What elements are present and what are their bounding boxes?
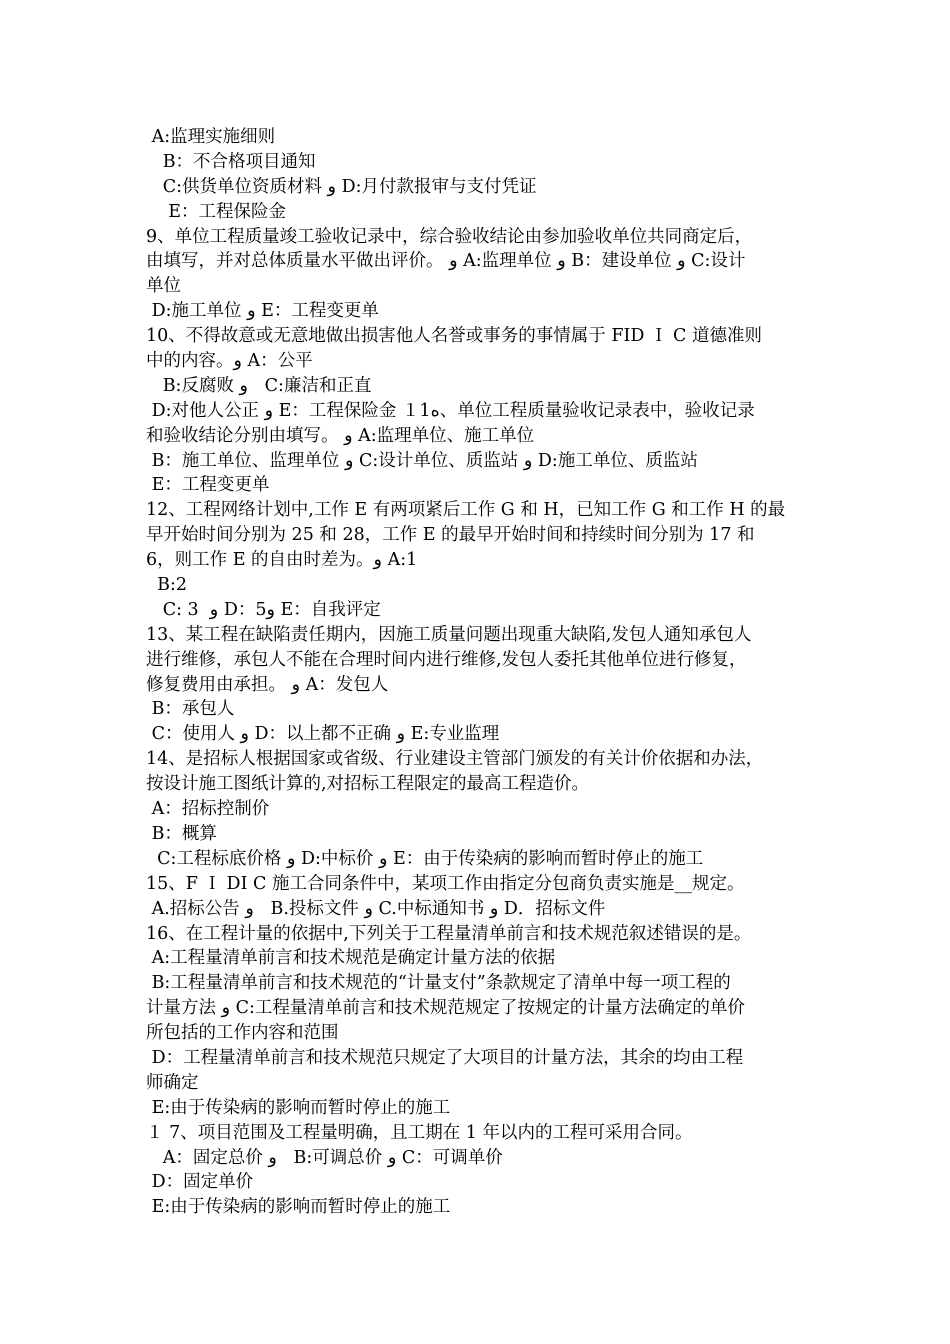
text-line: B：不合格项目通知 bbox=[146, 151, 316, 172]
text-line: D：固定单价 bbox=[146, 1172, 254, 1193]
text-line: A:监理实施细则 bbox=[146, 127, 276, 147]
text-line: A:工程量清单前言和技术规范是确定计量方法的依据 bbox=[146, 948, 556, 969]
text-line: 按设计施工图纸计算的,对招标工程限定的最高工程造价。 bbox=[146, 774, 590, 795]
text-line: 修复费用由承担。 و A：发包人 bbox=[146, 674, 389, 695]
question-13-line: 13、某工程在缺陷责任期内，因施工质量问题出现重大缺陷,发包人通知承包人 bbox=[146, 624, 752, 645]
text-line: C：使用人 و D：以上都不正确 و E:专业监理 bbox=[146, 724, 500, 745]
text-line: B:2 bbox=[146, 575, 188, 596]
text-line: B：施工单位、监理单位 و C:设计单位、质监站 و D:施工单位、质监站 bbox=[146, 450, 698, 471]
text-line: B:反腐败 و C:廉洁和正直 bbox=[146, 375, 372, 396]
text-line: A：招标控制价 bbox=[146, 799, 270, 820]
text-line: 6，则工作 E 的自由时差为。و A:1 bbox=[146, 550, 418, 571]
text-line: E:由于传染病的影响而暂时停止的施工 bbox=[146, 1097, 451, 1118]
text-line: 计量方法 و C:工程量清单前言和技术规范规定了按规定的计量方法确定的单价 bbox=[146, 998, 745, 1019]
text-line: B：承包人 bbox=[146, 699, 235, 720]
text-line: E：工程保险金 bbox=[146, 201, 287, 222]
text-line: B:工程量清单前言和技术规范的“计量支付”条款规定了清单中每一项工程的 bbox=[146, 973, 731, 994]
text-line: C:工程标底价格 و D:中标价 و E：由于传染病的影响而暂时停止的施工 bbox=[146, 848, 704, 869]
text-line: 师确定 bbox=[146, 1072, 199, 1093]
text-line: 由填写，并对总体质量水平做出评价。 و A:监理单位 و B：建设单位 و C:设计 bbox=[146, 251, 746, 272]
question-16-line: 16、在工程计量的依据中,下列关于工程量清单前言和技术规范叙述错误的是。 bbox=[146, 923, 752, 944]
text-line: 和验收结论分别由填写。 و A:监理单位、施工单位 bbox=[146, 425, 535, 446]
text-line: 早开始时间分别为 25 和 28，工作 E 的最早开始时间和持续时间分别为 17 和 bbox=[146, 525, 755, 546]
text-line: D：工程量清单前言和技术规范只规定了大项目的计量方法，其余的均由工程 bbox=[146, 1047, 744, 1068]
text-line: 所包括的工作内容和范围 bbox=[146, 1023, 339, 1044]
text-line: E：工程变更单 bbox=[146, 475, 270, 496]
text-line: C: 3 و D：5و E：自我评定 bbox=[146, 599, 381, 620]
text-line: 进行维修，承包人不能在合理时间内进行维修,发包人委托其他单位进行修复， bbox=[146, 649, 747, 670]
text-line: C:供货单位资质材料 و D:月付款报审与支付凭证 bbox=[146, 176, 537, 197]
question-11-line: D:对他人公正 و E：工程保险金 １1ه、单位工程质量验收记录表中，验收记录 bbox=[146, 400, 755, 421]
document-text bbox=[146, 125, 822, 1220]
question-17-line: １ 7、项目范围及工程量明确，且工期在 1 年以内的工程可采用合同。 bbox=[146, 1122, 693, 1143]
question-14-line: 14、是招标人根据国家或省级、行业建设主管部门颁发的有关计价依据和办法， bbox=[146, 749, 764, 770]
question-9-line: 9、单位工程质量竣工验收记录中，综合验收结论由参加验收单位共同商定后， bbox=[146, 226, 753, 247]
text-line: E:由于传染病的影响而暂时停止的施工 bbox=[146, 1197, 451, 1218]
text-line: 单位 bbox=[146, 276, 181, 297]
question-15-line: 15、F Ｉ DI C 施工合同条件中，某项工作由指定分包商负责实施是__规定。 bbox=[146, 873, 745, 894]
text-line: A：固定总价 و B:可调总价 و C：可调单价 bbox=[146, 1147, 503, 1168]
question-10-line: 10、不得故意或无意地做出损害他人名誉或事务的事情属于 FID Ｉ C 道德准则 bbox=[146, 326, 762, 347]
text-line: D:施工单位 و E：工程变更单 bbox=[146, 301, 379, 322]
question-12-line: 12、工程网络计划中,工作 E 有两项紧后工作 G 和 H，已知工作 G 和工作 H 的最 bbox=[146, 500, 786, 521]
text-line: 中的内容。و A：公平 bbox=[146, 351, 313, 372]
text-line: A.招标公告 و B.投标文件 و C.中标通知书 و D．招标文件 bbox=[146, 898, 606, 919]
text-line: B：概算 bbox=[146, 823, 217, 844]
